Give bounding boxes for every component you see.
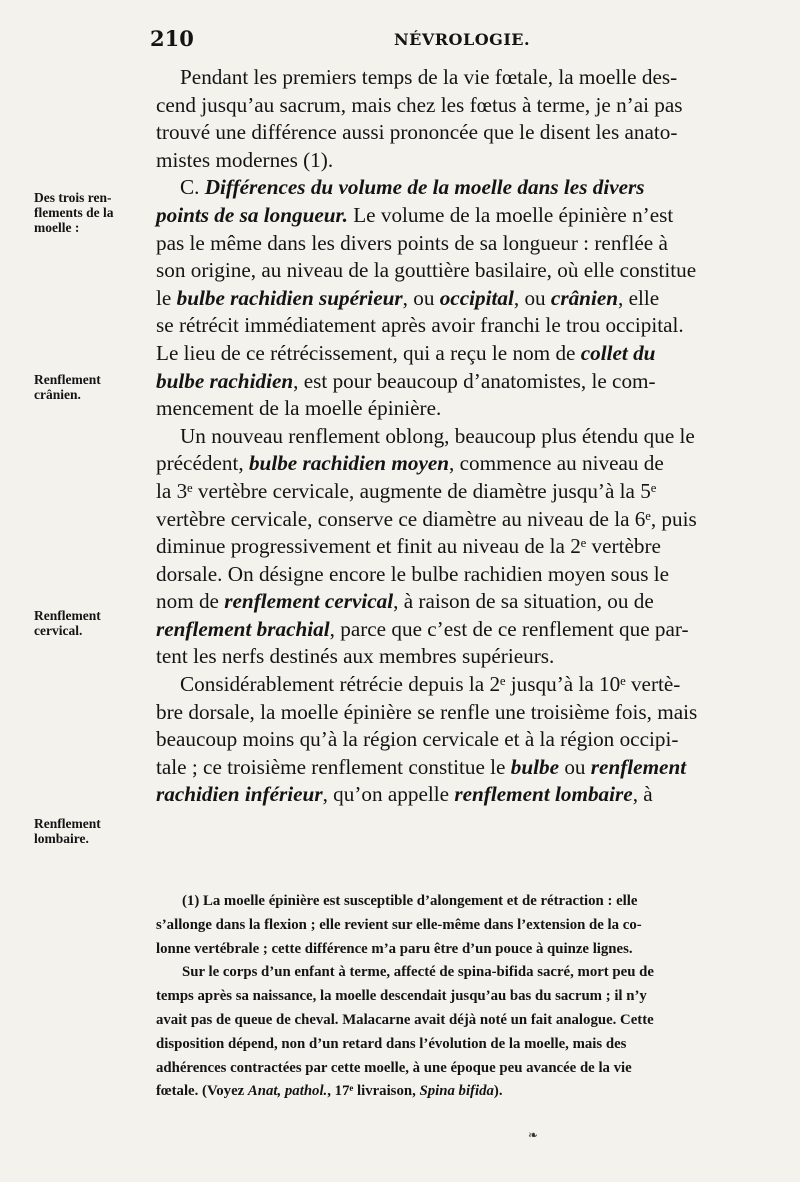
margin-note-renflement-lombaire [34,816,152,846]
text-fragment: , 17ᵉ livraison, [327,1083,420,1100]
margin-note-line: Renflement [34,608,101,623]
margin-note-renflement-cervical [34,608,152,638]
text-fragment: , parce que c’est de ce renflement que par- [329,616,689,641]
text-line: Un nouveau renflement oblong, beaucoup plus étendu que le [180,423,695,448]
margin-note-line: Des trois ren- [34,190,112,205]
text-line: tent les nerfs destinés aux membres supérieurs. [156,644,555,669]
text-line: diminue progressivement et finit au niveau de la 2ᵉ vertèbre [156,534,661,559]
text-line [156,450,764,478]
text-line: vertèbre cervicale, conserve ce diamètre au niveau de la 6ᵉ, puis [156,506,697,531]
term-renflement-cervical: renflement cervical [224,589,394,614]
margin-note-line: Renflement [34,816,101,831]
term-bulbe-rachidien: bulbe rachidien [156,368,294,393]
page-header [0,26,800,56]
footnote-line: lonne vertébrale ; cette différence m’a paru être d’un pouce à quinze lignes. [156,940,633,957]
text-fragment: précédent, [156,451,249,476]
text-line: se rétrécit immédiatement après avoir franchi le trou occipital. [156,313,684,338]
term-bulbe: bulbe [510,754,560,779]
text-fragment: nom de [156,589,225,614]
text-fragment: Le lieu de ce rétrécissement, qui a reçu le nom de [156,340,581,365]
footnote-line: avait pas de queue de cheval. Malacarne avait déjà noté un fait analogue. Cette [156,1011,654,1028]
text-line: dorsale. On désigne encore le bulbe rachidien moyen sous le [156,561,670,586]
term-rachidien-inferieur: rachidien inférieur [156,782,323,807]
text-line: Pendant les premiers temps de la vie fœtale, la moelle des- [180,65,678,89]
page-number: 210 [150,26,194,51]
margin-note-line: moelle : [34,220,80,235]
footnote-line: adhérences contractées par cette moelle, à une époque peu avancée de la vie [156,1059,632,1076]
text-fragment: ). [493,1083,503,1100]
term-bulbe-moyen: bulbe rachidien moyen [248,451,450,476]
text-fragment: tale ; ce troisième renflement constitue le [156,754,511,779]
margin-note-line: cervical. [34,623,83,638]
text-line [156,340,764,368]
text-line: pas le même dans les divers points de sa longueur : renflée à [156,230,668,255]
text-line: cend jusqu’au sacrum, mais chez les fœtus à terme, je n’ai pas [156,92,683,117]
paragraph-foetal-moelle [156,64,764,174]
text-line: la 3ᵉ vertèbre cervicale, augmente de diamètre jusqu’à la 5ᵉ [156,478,657,503]
footnote-line: s’allonge dans la flexion ; elle revient sur elle-même dans l’extension de la co- [156,916,642,933]
text-line: son origine, au niveau de la gouttière basilaire, où elle constitue [156,258,697,283]
footnote-line: (1) La moelle épinière est susceptible d’alongement et de rétraction : elle [182,893,638,909]
margin-note-trois-renflements [34,190,152,235]
section-heading: Différences du volume de la moelle dans les divers [204,175,645,200]
term-renflement-brachial: renflement brachial [156,616,330,641]
term-collet: collet du [580,340,656,365]
text-fragment: , elle [618,285,660,310]
footnote [156,890,770,1104]
text-line [156,285,764,313]
text-fragment: , à raison de sa situation, ou de [393,589,654,614]
margin-note-line: flements de la [34,205,114,220]
text-line [156,588,764,616]
citation-title: Anat, pathol. [247,1083,328,1100]
text-line: mistes modernes (1). [156,147,334,172]
text-fragment: , ou [513,285,551,310]
text-fragment: ou [559,754,591,779]
text-fragment: fœtale. (Voyez [156,1083,248,1100]
footnote-line: disposition dépend, non d’un retard dans l’évolution de la moelle, mais des [156,1035,627,1052]
text-fragment: , commence au niveau de [449,451,664,476]
text-line [156,616,764,644]
footnote-line: temps après sa naissance, la moelle descendait jusqu’au bas du sacrum ; il n’y [156,988,647,1005]
text-line: mencement de la moelle épinière. [156,396,442,421]
margin-note-line: lombaire. [34,831,89,846]
paragraph-renflement-cervical [156,423,764,671]
text-line [156,174,764,202]
text-line [156,781,764,809]
text-fragment: , ou [402,285,440,310]
text-fragment: le [156,285,177,310]
text-line [156,368,764,396]
term-occipital: occipital [439,285,514,310]
paragraph-differences-volume [156,174,764,422]
text-fragment: , qu’on appelle [322,782,455,807]
text-line: beaucoup moins qu’à la région cervicale et à la région occipi- [156,727,679,752]
section-letter: C. [180,175,200,200]
text-fragment: Le volume de la moelle épinière n’est [347,202,674,227]
text-line: bre dorsale, la moelle épinière se renfle une troisième fois, mais [156,699,698,724]
margin-note-line: crânien. [34,387,81,402]
paragraph-renflement-lombaire [156,671,764,809]
text-line [156,202,764,230]
term-renflement: renflement [590,754,687,779]
text-line: Considérablement rétrécie depuis la 2ᵉ jusqu’à la 10ᵉ vertè- [180,672,681,697]
text-line: trouvé une différence aussi prononcée que le disent les anato- [156,120,678,145]
term-cranien: crânien [550,285,619,310]
margin-note-renflement-cranien [34,372,152,402]
footnote-line [156,1080,770,1104]
term-bulbe-superieur: bulbe rachidien supérieur [176,285,403,310]
running-title: NÉVROLOGIE. [394,30,531,49]
citation-subject: Spina bifida [419,1083,494,1100]
text-fragment: , est pour beaucoup d’anatomistes, le com- [293,368,656,393]
text-line [156,754,764,782]
term-renflement-lombaire: renflement lombaire [454,782,633,807]
margin-note-line: Renflement [34,372,101,387]
text-fragment: , à [632,782,653,807]
body-text [156,64,764,809]
section-heading-cont: points de sa longueur. [156,202,348,227]
ornament-icon: ❧ [528,1128,539,1142]
footnote-line: Sur le corps d’un enfant à terme, affecté de spina-bifida sacré, mort peu de [182,964,654,981]
